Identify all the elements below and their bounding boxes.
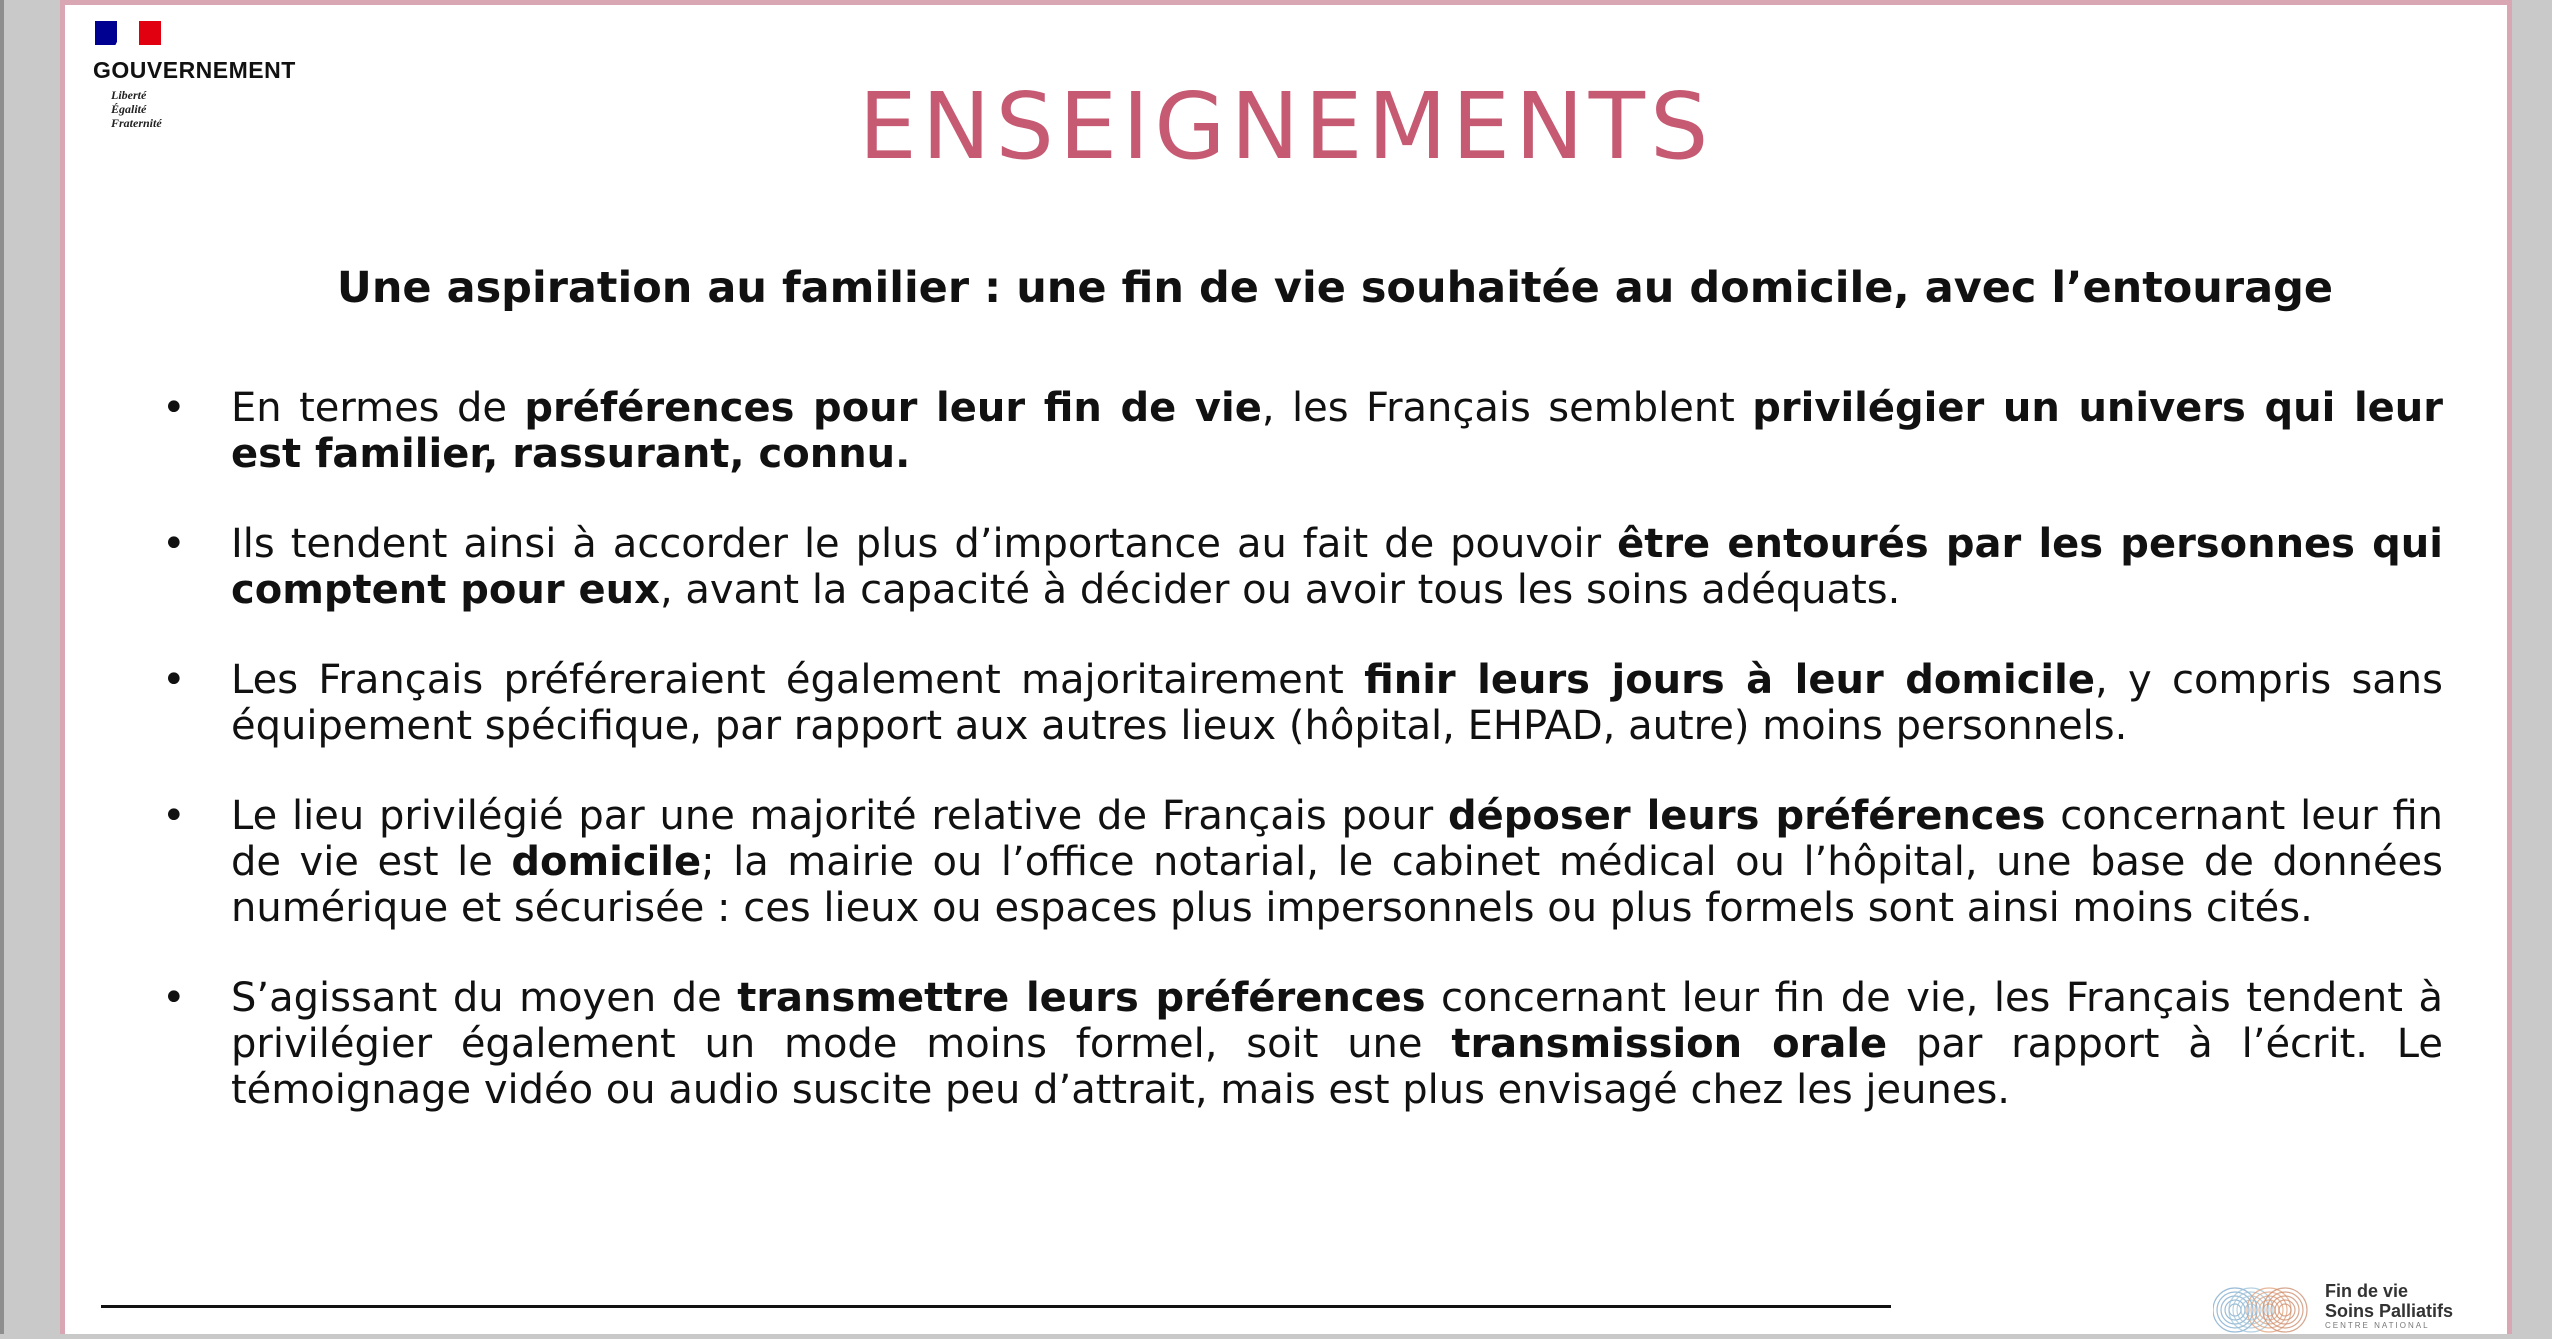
bullet-text-bold: domicile (511, 839, 702, 885)
bullet-text-bold: finir leurs jours à leur domicile (1364, 657, 2095, 703)
bullet-text-bold: préférences pour leur fin de vie (524, 385, 1262, 431)
bullet-text: Ils tendent ainsi à accorder le plus d’importance au fait de pouvoir (231, 521, 1618, 567)
logo-ring (2217, 1292, 2253, 1328)
bullet-marker: • (162, 385, 186, 431)
fin-de-vie-logo-text (2325, 1281, 2453, 1331)
bullet-item (162, 385, 2444, 477)
bullet-item (162, 521, 2443, 613)
page-edge (0, 0, 4, 1334)
bullet-text-bold: privilégier un univers qui leur est familier, rassurant, connu. (231, 385, 2444, 477)
bullet-text: par rapport à l’écrit. Le témoignage vidéo ou audio suscite peu d’attrait, mais est plus envisagé chez les jeunes. (231, 1021, 2443, 1113)
bullet-list (162, 385, 2444, 1157)
bullet-text: concernant leur fin de vie est le (231, 793, 2444, 885)
bullet-text: , les Français semblent (1261, 385, 1753, 431)
bullet-text-bold: transmission orale (1451, 1021, 1888, 1067)
bullet-text-bold: être entourés par les personnes qui comptent pour eux (231, 521, 2443, 613)
bullet-marker: • (162, 657, 186, 703)
fin-de-vie-logo-line1: Fin de vie (2325, 1281, 2409, 1301)
bullet-text: , y compris sans équipement spécifique, par rapport aux autres lieux (hôpital, EHPAD, autre) moins personnels. (231, 657, 2444, 749)
bullet-text-bold: transmettre leurs préférences (737, 975, 1426, 1021)
bullet-item (162, 975, 2443, 1113)
bullet-marker: • (162, 521, 186, 567)
bullet-marker: • (162, 793, 186, 839)
fin-de-vie-logo (2145, 1267, 2485, 1339)
slide-title: ENSEIGNEMENTS (858, 73, 1714, 180)
bullet-text: En termes de (231, 385, 525, 431)
bullet-item (162, 793, 2444, 931)
logo-ring (2229, 1304, 2241, 1316)
fin-de-vie-circles-icon (2213, 1283, 2323, 1337)
bullet-text: , avant la capacité à décider ou avoir tous les soins adéquats. (659, 567, 1901, 613)
bullet-text: concernant leur fin de vie, les Français tendent à privilégier également un mode moins formel, soit une (231, 975, 2443, 1067)
bullet-text: Le lieu privilégié par une majorité relative de Français pour (231, 793, 1449, 839)
government-name: GOUVERNEMENT (93, 57, 296, 83)
motto-liberte: Liberté (111, 88, 147, 102)
bullet-text: ; la mairie ou l’office notarial, le cabinet médical ou l’hôpital, une base de données numérique et sécurisée : ces lieux ou espaces plus impersonnels ou plus formels sont ainsi moins cités. (231, 839, 2444, 931)
bullet-marker: • (162, 975, 186, 1021)
motto-egalite: Égalité (111, 102, 147, 116)
bullet-text-bold: déposer leurs préférences (1448, 793, 2046, 839)
logo-ring (2267, 1292, 2303, 1328)
motto-fraternite: Fraternité (111, 116, 162, 130)
fin-de-vie-logo-line2: Soins Palliatifs (2325, 1301, 2454, 1321)
fin-de-vie-logo-line3: CENTRE NATIONAL (2325, 1321, 2430, 1330)
logo-ring (2279, 1304, 2291, 1316)
bullet-text: S’agissant du moyen de (231, 975, 738, 1021)
bullet-text: Les Français préféreraient également majoritairement (231, 657, 1365, 703)
slide-subtitle: Une aspiration au familier : une fin de vie souhaitée au domicile, avec l’entourage (336, 263, 2334, 313)
slide (60, 0, 2512, 1334)
bullet-item (162, 657, 2444, 749)
footer-divider (101, 1305, 1891, 1308)
marianne-flag-icon (95, 19, 165, 47)
